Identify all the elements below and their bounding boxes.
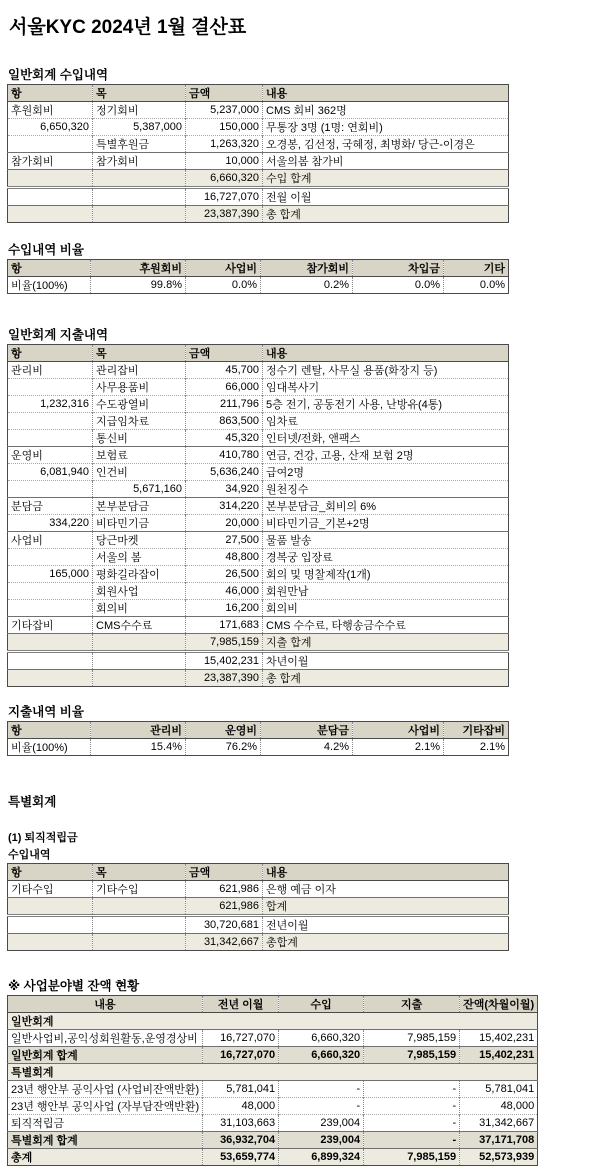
table-row — [8, 188, 509, 206]
table-cell: 전월 이월 — [263, 188, 509, 206]
table-row — [8, 153, 509, 170]
table-cell: 원천징수 — [263, 481, 509, 498]
table-cell: 회의 및 명찰제작(1개) — [263, 566, 509, 583]
table-cell: 경복궁 입장료 — [263, 549, 509, 566]
table-cell: 314,220 — [186, 498, 263, 515]
table-cell: 2.1% — [444, 739, 509, 756]
table-cell: 정수기 렌탈, 사무실 용품(화장지 등) — [263, 362, 509, 379]
table-cell — [8, 898, 93, 916]
table-cell: 7,985,159 — [364, 1030, 460, 1047]
column-header: 금액 — [186, 864, 263, 881]
table-cell: 오경봉, 김선정, 국혜정, 최병화/ 당근-이경은 — [263, 136, 509, 153]
table-cell: 31,103,663 — [203, 1115, 279, 1132]
table-cell: 지출 합계 — [263, 634, 509, 652]
table-cell: 5,387,000 — [93, 119, 186, 136]
table-cell: 15,402,231 — [186, 652, 263, 670]
table-cell: 31,342,667 — [460, 1115, 538, 1132]
table-cell: 당근마켓 — [93, 532, 186, 549]
table-cell: 5,237,000 — [186, 102, 263, 119]
table-cell: 분담금 — [8, 498, 93, 515]
table-row — [8, 119, 509, 136]
table-row — [8, 379, 509, 396]
table-cell: 239,004 — [279, 1132, 364, 1149]
column-header: 운영비 — [186, 722, 261, 739]
column-header: 전년 이월 — [203, 996, 279, 1013]
table-cell: 6,660,320 — [279, 1047, 364, 1064]
table-cell: 특별후원금 — [93, 136, 186, 153]
table-row — [8, 170, 509, 188]
table-cell: 무통장 3명 (1명: 연회비) — [263, 119, 509, 136]
section-label-income: 일반회계 수입내역 — [8, 68, 109, 82]
table-cell — [8, 379, 93, 396]
table-cell: 23년 행안부 공익사업 (자부담잔액반환) — [8, 1098, 203, 1115]
table-cell: 52,573,939 — [460, 1149, 538, 1166]
table-row — [8, 583, 509, 600]
table-cell: 총 합계 — [263, 670, 509, 687]
table-row — [8, 413, 509, 430]
table-cell: 239,004 — [279, 1115, 364, 1132]
table-cell: 비율(100%) — [11, 742, 68, 754]
header-row — [8, 722, 509, 739]
table-cell: 15,402,231 — [460, 1047, 538, 1064]
table-cell: 23,387,390 — [186, 670, 263, 687]
table-cell: 1,232,316 — [8, 396, 93, 413]
table-cell: 36,932,704 — [203, 1132, 279, 1149]
table-row — [8, 447, 509, 464]
column-header: 기타 — [444, 260, 509, 277]
table-cell: 5,636,240 — [186, 464, 263, 481]
header-row — [8, 345, 509, 362]
table-cell — [8, 413, 93, 430]
column-header: 목 — [93, 345, 186, 362]
table-cell — [93, 634, 186, 652]
table-cell: 총 합계 — [263, 206, 509, 223]
table-cell: 16,727,070 — [203, 1047, 279, 1064]
table-row — [8, 102, 509, 119]
column-header: 목 — [93, 864, 186, 881]
table-cell — [8, 652, 93, 670]
table-row — [8, 1013, 538, 1030]
table-cell: 410,780 — [186, 447, 263, 464]
table-cell: 6,660,320 — [279, 1030, 364, 1047]
table-cell: 621,986 — [186, 881, 263, 898]
table-cell: 5층 전기, 공동전기 사용, 난방유(4통) — [263, 396, 509, 413]
table-cell: 1,263,320 — [186, 136, 263, 153]
table-cell: 사업비 — [8, 532, 93, 549]
table-row — [8, 634, 509, 652]
table-cell: 관리비 — [11, 365, 43, 377]
table-cell — [8, 583, 93, 600]
table-cell: 7,985,159 — [186, 634, 263, 652]
table-cell: 334,220 — [8, 515, 93, 532]
table-cell — [8, 188, 93, 206]
column-header: 잔액(차월이월) — [460, 996, 538, 1013]
table-cell: 총계 — [8, 1149, 203, 1166]
table-cell: 23년 행안부 공익사업 (사업비잔액반환) — [8, 1081, 203, 1098]
table-cell: 서울의봄 참가비 — [263, 153, 509, 170]
table-cell: 정기회비 — [93, 102, 186, 119]
table-cell: 수도광열비 — [93, 396, 186, 413]
table-row — [8, 464, 509, 481]
table-cell: 5,781,041 — [203, 1081, 279, 1098]
table-cell: 특별회계 — [8, 1064, 538, 1081]
table-row — [8, 600, 509, 617]
table-row — [8, 1064, 538, 1081]
table-cell: - — [364, 1115, 460, 1132]
table-cell: 평화길라잡이 — [93, 566, 186, 583]
table-cell — [8, 430, 93, 447]
table-cell: CMS수수료 — [93, 617, 186, 634]
column-header: 내용 — [263, 85, 509, 102]
table-cell: 특별회계 합계 — [8, 1132, 203, 1149]
table-cell: 0.0% — [186, 277, 261, 294]
table-cell: 99.8% — [91, 277, 186, 294]
table-cell: 15,402,231 — [460, 1030, 538, 1047]
table-cell: - — [364, 1132, 460, 1149]
table-cell: 0.0% — [353, 277, 444, 294]
table-cell: 지급임차료 — [93, 413, 186, 430]
header-row — [8, 85, 509, 102]
table-cell: 회원만남 — [263, 583, 509, 600]
table-row — [8, 670, 509, 687]
column-header: 사업비 — [186, 260, 261, 277]
table-row — [8, 1047, 538, 1064]
table-row — [8, 566, 509, 583]
table-cell: 합계 — [263, 898, 509, 916]
table-cell — [93, 188, 186, 206]
column-header: 수입 — [279, 996, 364, 1013]
table-cell: 4.2% — [261, 739, 353, 756]
table-cell — [93, 652, 186, 670]
column-header: 항 — [8, 722, 91, 739]
table-cell — [8, 670, 93, 687]
column-header: 분담금 — [261, 722, 353, 739]
header-row — [8, 260, 509, 277]
expense-ratio-table — [7, 721, 509, 756]
table-row — [8, 430, 509, 447]
table-row — [8, 739, 509, 756]
table-row — [8, 652, 509, 670]
table-cell: 0.0% — [444, 277, 509, 294]
table-cell: 34,920 — [186, 481, 263, 498]
table-cell — [8, 934, 93, 951]
table-cell — [8, 136, 93, 153]
column-header: 차입금 — [353, 260, 444, 277]
table-cell: 기타잡비 — [8, 617, 93, 634]
table-cell: 연금, 건강, 고용, 산재 보험 2명 — [263, 447, 509, 464]
table-cell: 76.2% — [186, 739, 261, 756]
table-cell: 비타민기금 — [93, 515, 186, 532]
table-cell: 211,796 — [186, 396, 263, 413]
table-cell: 임차료 — [263, 413, 509, 430]
column-header: 지출 — [364, 996, 460, 1013]
table-cell: 2.1% — [353, 739, 444, 756]
table-cell: 보험료 — [93, 447, 186, 464]
table-cell — [8, 549, 93, 566]
table-cell — [8, 600, 93, 617]
table-cell: 23,387,390 — [186, 206, 263, 223]
table-cell: 인건비 — [93, 464, 186, 481]
table-cell — [93, 170, 186, 188]
column-header: 금액 — [186, 85, 263, 102]
special-sub-label: 수입내역 — [8, 849, 51, 861]
table-cell: 150,000 — [186, 119, 263, 136]
table-cell: 48,000 — [460, 1098, 538, 1115]
table-cell: 16,727,070 — [203, 1030, 279, 1047]
table-cell — [8, 634, 93, 652]
table-row — [8, 1030, 538, 1047]
table-cell: 0.2% — [261, 277, 353, 294]
column-header: 내용 — [263, 864, 509, 881]
column-header: 사업비 — [353, 722, 444, 739]
table-cell: 일반사업비,공익성회원활동,운영경상비 — [8, 1030, 203, 1047]
table-cell: 16,727,070 — [186, 188, 263, 206]
table-cell: - — [279, 1081, 364, 1098]
table-cell: 참가회비 — [8, 153, 93, 170]
table-cell: 37,171,708 — [460, 1132, 538, 1149]
table-cell: 27,500 — [186, 532, 263, 549]
table-cell: 15.4% — [91, 739, 186, 756]
table-cell: 일반회계 합계 — [8, 1047, 203, 1064]
table-cell: 본부분담금 — [93, 498, 186, 515]
table-cell: 물품 발송 — [263, 532, 509, 549]
special-item-label: (1) 퇴직적립금 — [8, 832, 78, 844]
table-cell: 53,659,774 — [203, 1149, 279, 1166]
page-title: 서울KYC 2024년 1월 결산표 — [9, 17, 247, 38]
table-cell: 급여2명 — [263, 464, 509, 481]
table-cell: 후원회비 — [11, 105, 54, 117]
table-row — [8, 515, 509, 532]
table-cell: 관리잡비 — [93, 362, 186, 379]
table-cell: 통신비 — [93, 430, 186, 447]
table-cell — [93, 934, 186, 951]
table-cell: 임대복사기 — [263, 379, 509, 396]
special-income-table — [7, 863, 509, 951]
table-row — [8, 549, 509, 566]
table-cell: 기타수입 — [93, 881, 186, 898]
table-cell: 20,000 — [186, 515, 263, 532]
table-cell: 7,985,159 — [364, 1149, 460, 1166]
table-cell: 수입 합계 — [263, 170, 509, 188]
table-cell — [93, 206, 186, 223]
section-label-special: 특별회계 — [8, 795, 57, 809]
table-row — [8, 1098, 538, 1115]
table-row — [8, 1149, 538, 1166]
table-cell — [93, 898, 186, 916]
table-row — [8, 532, 509, 549]
table-cell: 31,342,667 — [186, 934, 263, 951]
table-cell: 전년이월 — [263, 916, 509, 934]
table-cell: 5,781,041 — [460, 1081, 538, 1098]
column-header: 참가회비 — [261, 260, 353, 277]
section-label-income-ratio: 수입내역 비율 — [8, 243, 84, 257]
table-row — [8, 916, 509, 934]
column-header: 내용 — [8, 996, 203, 1013]
income-ratio-table — [7, 259, 509, 294]
table-cell: 5,671,160 — [93, 481, 186, 498]
table-row — [8, 498, 509, 515]
table-row — [8, 1115, 538, 1132]
table-cell: 총합계 — [263, 934, 509, 951]
table-cell: CMS 회비 362명 — [263, 102, 509, 119]
expense-table — [7, 344, 509, 687]
table-cell: 회원사업 — [93, 583, 186, 600]
table-row — [8, 481, 509, 498]
table-cell: 45,320 — [186, 430, 263, 447]
table-cell — [93, 670, 186, 687]
table-row — [8, 396, 509, 413]
table-cell: 48,800 — [186, 549, 263, 566]
table-cell: 차년이월 — [263, 652, 509, 670]
table-cell: 은행 예금 이자 — [263, 881, 509, 898]
table-cell: 66,000 — [186, 379, 263, 396]
table-cell: 일반회계 — [8, 1013, 538, 1030]
table-cell: 회의비 — [263, 600, 509, 617]
table-cell: 6,081,940 — [8, 464, 93, 481]
balance-table — [7, 995, 538, 1166]
table-row — [8, 881, 509, 898]
table-cell: 7,985,159 — [364, 1047, 460, 1064]
table-cell: 863,500 — [186, 413, 263, 430]
column-header: 관리비 — [91, 722, 186, 739]
column-header: 항 — [8, 85, 93, 102]
table-cell: 회의비 — [93, 600, 186, 617]
table-row — [8, 934, 509, 951]
table-row — [8, 136, 509, 153]
table-cell — [8, 170, 93, 188]
table-cell: 10,000 — [186, 153, 263, 170]
table-row — [8, 898, 509, 916]
header-row — [8, 864, 509, 881]
table-cell: 171,683 — [186, 617, 263, 634]
table-cell — [8, 916, 93, 934]
table-row — [8, 1081, 538, 1098]
column-header: 금액 — [186, 345, 263, 362]
table-cell: 본부분담금_회비의 6% — [263, 498, 509, 515]
table-row — [8, 206, 509, 223]
column-header: 후원회비 — [91, 260, 186, 277]
table-cell: - — [364, 1098, 460, 1115]
table-cell — [8, 481, 93, 498]
section-label-expense: 일반회계 지출내역 — [8, 328, 109, 342]
table-row — [8, 1132, 538, 1149]
header-row — [8, 996, 538, 1013]
table-cell: 기타수입 — [11, 884, 54, 896]
table-cell — [8, 206, 93, 223]
table-cell: - — [364, 1081, 460, 1098]
table-row — [8, 362, 509, 379]
table-cell: 운영비 — [8, 447, 93, 464]
table-cell — [93, 916, 186, 934]
table-cell: 비율(100%) — [11, 280, 68, 292]
table-cell: 621,986 — [186, 898, 263, 916]
table-row — [8, 617, 509, 634]
table-row — [8, 277, 509, 294]
income-table — [7, 84, 509, 223]
table-cell: 참가회비 — [93, 153, 186, 170]
table-cell: 서울의 봄 — [93, 549, 186, 566]
table-cell: 48,000 — [203, 1098, 279, 1115]
column-header: 기타잡비 — [444, 722, 509, 739]
column-header: 목 — [93, 85, 186, 102]
table-cell: 6,660,320 — [186, 170, 263, 188]
column-header: 항 — [8, 345, 93, 362]
section-label-balance: ※ 사업분야별 잔액 현황 — [8, 979, 140, 993]
table-cell: 비타민기금_기본+2명 — [263, 515, 509, 532]
table-cell: 사무용품비 — [93, 379, 186, 396]
table-cell: CMS 수수료, 타행송금수수료 — [263, 617, 509, 634]
table-cell: 26,500 — [186, 566, 263, 583]
table-cell: 6,650,320 — [8, 119, 93, 136]
table-cell: 30,720,681 — [186, 916, 263, 934]
table-cell: 165,000 — [8, 566, 93, 583]
table-cell: 45,700 — [186, 362, 263, 379]
table-cell: 46,000 — [186, 583, 263, 600]
column-header: 내용 — [263, 345, 509, 362]
column-header: 항 — [8, 864, 93, 881]
table-cell: - — [279, 1098, 364, 1115]
column-header: 항 — [8, 260, 91, 277]
table-cell: 퇴직적립금 — [8, 1115, 203, 1132]
table-cell: 16,200 — [186, 600, 263, 617]
table-cell: 6,899,324 — [279, 1149, 364, 1166]
section-label-expense-ratio: 지출내역 비율 — [8, 705, 84, 719]
table-cell: 인터넷/전화, 앤팩스 — [263, 430, 509, 447]
